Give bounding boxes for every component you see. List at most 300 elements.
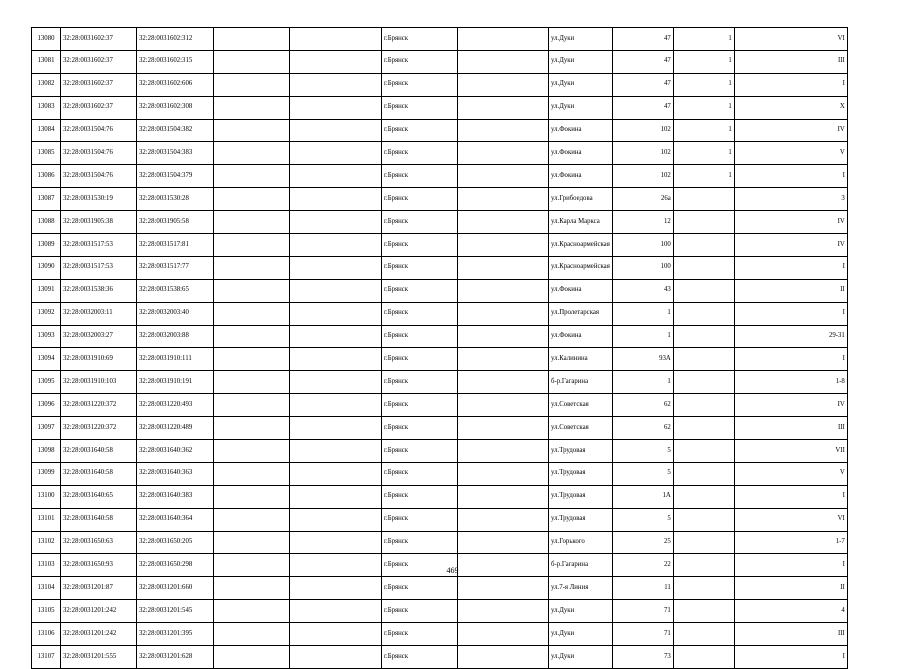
cell-empty bbox=[214, 50, 290, 73]
cell-empty bbox=[290, 142, 382, 165]
cell-house: 47 bbox=[612, 50, 673, 73]
cell-cadastre: 32:28:0031910:69 bbox=[61, 348, 137, 371]
cell-empty bbox=[458, 531, 549, 554]
cell-building: 1 bbox=[673, 50, 734, 73]
cell-object: 32:28:0031602:315 bbox=[137, 50, 214, 73]
cell-object: 32:28:0031201:628 bbox=[137, 646, 214, 669]
cell-empty bbox=[290, 371, 382, 394]
cell-empty bbox=[214, 371, 290, 394]
cell-street: ул.Дуки bbox=[549, 600, 613, 623]
cell-street: б-р.Гагарина bbox=[549, 371, 613, 394]
cell-cadastre: 32:28:0031910:103 bbox=[61, 371, 137, 394]
cell-empty bbox=[290, 348, 382, 371]
cell-object: 32:28:0031504:379 bbox=[137, 165, 214, 188]
cell-empty bbox=[214, 73, 290, 96]
cell-empty bbox=[458, 234, 549, 257]
cell-empty bbox=[214, 508, 290, 531]
cell-house: 5 bbox=[612, 462, 673, 485]
cell-empty bbox=[214, 577, 290, 600]
cell-house: 26a bbox=[612, 188, 673, 211]
cell-building bbox=[673, 508, 734, 531]
cell-empty bbox=[290, 28, 382, 51]
cell-city: г.Брянск bbox=[382, 302, 458, 325]
cell-building bbox=[673, 440, 734, 463]
cell-house: 102 bbox=[612, 119, 673, 142]
cell-street: ул.Трудовая bbox=[549, 462, 613, 485]
cell-num: 13082 bbox=[32, 73, 61, 96]
cell-empty bbox=[458, 188, 549, 211]
cell-street: ул.Красноармейская bbox=[549, 256, 613, 279]
cell-empty bbox=[458, 600, 549, 623]
cell-apt: VII bbox=[734, 440, 847, 463]
cell-house: 100 bbox=[612, 256, 673, 279]
cell-empty bbox=[290, 646, 382, 669]
cell-empty bbox=[458, 394, 549, 417]
cell-apt: 3 bbox=[734, 188, 847, 211]
cell-empty bbox=[214, 142, 290, 165]
cell-apt: I bbox=[734, 646, 847, 669]
cell-city: г.Брянск bbox=[382, 600, 458, 623]
cell-empty bbox=[290, 417, 382, 440]
cell-city: г.Брянск bbox=[382, 325, 458, 348]
cell-house: 71 bbox=[612, 623, 673, 646]
cell-cadastre: 32:28:0031201:242 bbox=[61, 600, 137, 623]
cell-empty bbox=[214, 440, 290, 463]
cell-building: 1 bbox=[673, 28, 734, 51]
table-row bbox=[32, 394, 848, 417]
cell-building bbox=[673, 371, 734, 394]
cell-street: ул.Калинина bbox=[549, 348, 613, 371]
cell-empty bbox=[214, 211, 290, 234]
cell-apt: III bbox=[734, 623, 847, 646]
cell-house: 102 bbox=[612, 165, 673, 188]
cell-apt: I bbox=[734, 302, 847, 325]
cell-building bbox=[673, 394, 734, 417]
cell-empty bbox=[290, 234, 382, 257]
cell-cadastre: 32:28:0031220:372 bbox=[61, 417, 137, 440]
cell-street: ул.Дуки bbox=[549, 28, 613, 51]
cell-city: г.Брянск bbox=[382, 577, 458, 600]
cell-city: г.Брянск bbox=[382, 462, 458, 485]
cell-cadastre: 32:28:0031650:93 bbox=[61, 554, 137, 577]
cell-empty bbox=[290, 211, 382, 234]
cell-city: г.Брянск bbox=[382, 508, 458, 531]
page-number: 469 bbox=[446, 566, 459, 575]
cell-apt: III bbox=[734, 417, 847, 440]
cell-building: 1 bbox=[673, 165, 734, 188]
cell-num: 13090 bbox=[32, 256, 61, 279]
cell-apt: I bbox=[734, 165, 847, 188]
cell-empty bbox=[458, 211, 549, 234]
cell-num: 13104 bbox=[32, 577, 61, 600]
cell-apt: IV bbox=[734, 211, 847, 234]
cell-empty bbox=[290, 50, 382, 73]
cell-street: ул.Трудовая bbox=[549, 485, 613, 508]
cell-city: г.Брянск bbox=[382, 485, 458, 508]
cell-cadastre: 32:28:0031220:372 bbox=[61, 394, 137, 417]
table-row bbox=[32, 325, 848, 348]
cell-object: 32:28:0031640:364 bbox=[137, 508, 214, 531]
cell-city: г.Брянск bbox=[382, 371, 458, 394]
cell-empty bbox=[290, 600, 382, 623]
cell-city: г.Брянск bbox=[382, 440, 458, 463]
cell-building: 1 bbox=[673, 73, 734, 96]
cell-empty bbox=[458, 417, 549, 440]
cell-empty bbox=[290, 96, 382, 119]
cell-num: 13089 bbox=[32, 234, 61, 257]
cell-num: 13107 bbox=[32, 646, 61, 669]
cell-empty bbox=[290, 462, 382, 485]
cell-object: 32:28:0031220:493 bbox=[137, 394, 214, 417]
cell-city: г.Брянск bbox=[382, 50, 458, 73]
cell-empty bbox=[214, 394, 290, 417]
cell-empty bbox=[458, 50, 549, 73]
table-row bbox=[32, 646, 848, 669]
cell-apt: I bbox=[734, 348, 847, 371]
cell-cadastre: 32:28:0031640:58 bbox=[61, 440, 137, 463]
cell-apt: I bbox=[734, 485, 847, 508]
cell-empty bbox=[290, 577, 382, 600]
cell-house: 5 bbox=[612, 440, 673, 463]
cell-empty bbox=[290, 279, 382, 302]
cell-num: 13103 bbox=[32, 554, 61, 577]
table-row bbox=[32, 211, 848, 234]
cell-object: 32:28:0032003:40 bbox=[137, 302, 214, 325]
cell-cadastre: 32:28:0031602:37 bbox=[61, 73, 137, 96]
cell-cadastre: 32:28:0031201:242 bbox=[61, 623, 137, 646]
cell-num: 13087 bbox=[32, 188, 61, 211]
cell-cadastre: 32:28:0031640:58 bbox=[61, 462, 137, 485]
cell-building bbox=[673, 646, 734, 669]
cell-apt: II bbox=[734, 279, 847, 302]
cell-building bbox=[673, 234, 734, 257]
cell-house: 1А bbox=[612, 485, 673, 508]
cell-city: г.Брянск bbox=[382, 211, 458, 234]
cell-building bbox=[673, 211, 734, 234]
cell-object: 32:28:0031504:382 bbox=[137, 119, 214, 142]
table-row bbox=[32, 142, 848, 165]
cell-house: 11 bbox=[612, 577, 673, 600]
cell-building bbox=[673, 623, 734, 646]
cell-empty bbox=[458, 279, 549, 302]
cell-apt: III bbox=[734, 50, 847, 73]
cell-empty bbox=[290, 165, 382, 188]
cell-building: 1 bbox=[673, 119, 734, 142]
cell-object: 32:28:0031602:308 bbox=[137, 96, 214, 119]
cell-num: 13081 bbox=[32, 50, 61, 73]
cell-house: 12 bbox=[612, 211, 673, 234]
cell-empty bbox=[458, 28, 549, 51]
cell-object: 32:28:0031538:65 bbox=[137, 279, 214, 302]
cell-house: 47 bbox=[612, 96, 673, 119]
cell-cadastre: 32:28:0031640:58 bbox=[61, 508, 137, 531]
cell-house: 100 bbox=[612, 234, 673, 257]
table-row bbox=[32, 165, 848, 188]
cell-empty bbox=[214, 188, 290, 211]
cell-house: 1 bbox=[612, 371, 673, 394]
cell-num: 13106 bbox=[32, 623, 61, 646]
cell-num: 13080 bbox=[32, 28, 61, 51]
cell-apt: 1-7 bbox=[734, 531, 847, 554]
cell-house: 43 bbox=[612, 279, 673, 302]
cell-city: г.Брянск bbox=[382, 119, 458, 142]
cell-street: ул.Горького bbox=[549, 531, 613, 554]
cell-empty bbox=[214, 531, 290, 554]
cell-street: ул.Дуки bbox=[549, 96, 613, 119]
cell-street: ул.Фокина bbox=[549, 165, 613, 188]
cell-empty bbox=[214, 28, 290, 51]
cell-city: г.Брянск bbox=[382, 188, 458, 211]
cell-cadastre: 32:28:0031504:76 bbox=[61, 142, 137, 165]
cell-street: ул.Дуки bbox=[549, 646, 613, 669]
cell-empty bbox=[290, 440, 382, 463]
cell-object: 32:28:0031640:383 bbox=[137, 485, 214, 508]
cell-empty bbox=[214, 279, 290, 302]
cell-empty bbox=[290, 623, 382, 646]
cell-building bbox=[673, 417, 734, 440]
cell-object: 32:28:0031640:362 bbox=[137, 440, 214, 463]
cell-building bbox=[673, 485, 734, 508]
table-row bbox=[32, 440, 848, 463]
cell-city: г.Брянск bbox=[382, 256, 458, 279]
table-row bbox=[32, 508, 848, 531]
cell-cadastre: 32:28:0031640:65 bbox=[61, 485, 137, 508]
cell-street: ул.Грибоедова bbox=[549, 188, 613, 211]
cell-city: г.Брянск bbox=[382, 234, 458, 257]
cell-num: 13091 bbox=[32, 279, 61, 302]
cell-building bbox=[673, 279, 734, 302]
table-row bbox=[32, 188, 848, 211]
cell-street: ул.Дуки bbox=[549, 623, 613, 646]
cell-object: 32:28:0031650:205 bbox=[137, 531, 214, 554]
cell-empty bbox=[458, 462, 549, 485]
cell-city: г.Брянск bbox=[382, 646, 458, 669]
table-row bbox=[32, 73, 848, 96]
cell-empty bbox=[458, 371, 549, 394]
cell-street: ул.Дуки bbox=[549, 73, 613, 96]
cell-object: 32:28:0031220:489 bbox=[137, 417, 214, 440]
table-row bbox=[32, 279, 848, 302]
cell-object: 32:28:0031602:312 bbox=[137, 28, 214, 51]
cell-house: 1 bbox=[612, 325, 673, 348]
cell-city: г.Брянск bbox=[382, 531, 458, 554]
cell-house: 47 bbox=[612, 73, 673, 96]
table-row bbox=[32, 600, 848, 623]
cell-empty bbox=[458, 577, 549, 600]
cell-apt: 1-8 bbox=[734, 371, 847, 394]
cell-num: 13098 bbox=[32, 440, 61, 463]
cell-num: 13088 bbox=[32, 211, 61, 234]
cell-city: г.Брянск bbox=[382, 348, 458, 371]
cell-street: б-р.Гагарина bbox=[549, 554, 613, 577]
cell-apt: 29-31 bbox=[734, 325, 847, 348]
cell-empty bbox=[290, 531, 382, 554]
cell-city: г.Брянск bbox=[382, 142, 458, 165]
cell-object: 32:28:0032003:88 bbox=[137, 325, 214, 348]
cell-cadastre: 32:28:0031905:38 bbox=[61, 211, 137, 234]
cell-empty bbox=[290, 325, 382, 348]
cell-empty bbox=[458, 165, 549, 188]
cell-empty bbox=[290, 394, 382, 417]
cell-street: ул.Фокина bbox=[549, 325, 613, 348]
cell-num: 13096 bbox=[32, 394, 61, 417]
table-row bbox=[32, 485, 848, 508]
cell-object: 32:28:0031504:383 bbox=[137, 142, 214, 165]
table-row bbox=[32, 256, 848, 279]
cell-empty bbox=[290, 508, 382, 531]
cell-cadastre: 32:28:0031504:76 bbox=[61, 165, 137, 188]
cell-city: г.Брянск bbox=[382, 96, 458, 119]
cell-house: 1 bbox=[612, 302, 673, 325]
cell-empty bbox=[214, 165, 290, 188]
table-row bbox=[32, 623, 848, 646]
table-row bbox=[32, 302, 848, 325]
cell-empty bbox=[214, 325, 290, 348]
cell-num: 13095 bbox=[32, 371, 61, 394]
cell-apt: V bbox=[734, 462, 847, 485]
cell-cadastre: 32:28:0031602:37 bbox=[61, 28, 137, 51]
cell-cadastre: 32:28:0031517:53 bbox=[61, 256, 137, 279]
cell-city: г.Брянск bbox=[382, 279, 458, 302]
table-row bbox=[32, 119, 848, 142]
cell-city: г.Брянск bbox=[382, 73, 458, 96]
cell-house: 93А bbox=[612, 348, 673, 371]
cell-empty bbox=[458, 440, 549, 463]
cell-street: ул.Трудовая bbox=[549, 440, 613, 463]
cell-object: 32:28:0031602:606 bbox=[137, 73, 214, 96]
cell-city: г.Брянск bbox=[382, 165, 458, 188]
cell-street: ул.Красноармейская bbox=[549, 234, 613, 257]
cell-house: 47 bbox=[612, 28, 673, 51]
cell-cadastre: 32:28:0032003:11 bbox=[61, 302, 137, 325]
cell-building: 1 bbox=[673, 142, 734, 165]
cell-street: ул.Фокина bbox=[549, 119, 613, 142]
cell-street: ул.7-я Линия bbox=[549, 577, 613, 600]
cell-empty bbox=[458, 646, 549, 669]
cell-apt: VI bbox=[734, 508, 847, 531]
cell-city: г.Брянск bbox=[382, 554, 458, 577]
cell-empty bbox=[214, 96, 290, 119]
cell-city: г.Брянск bbox=[382, 394, 458, 417]
cell-cadastre: 32:28:0031602:37 bbox=[61, 96, 137, 119]
cell-cadastre: 32:28:0031201:87 bbox=[61, 577, 137, 600]
cell-empty bbox=[290, 119, 382, 142]
cell-empty bbox=[458, 325, 549, 348]
cell-house: 62 bbox=[612, 417, 673, 440]
cell-object: 32:28:0031640:363 bbox=[137, 462, 214, 485]
cell-empty bbox=[458, 302, 549, 325]
cell-apt: 4 bbox=[734, 600, 847, 623]
cell-house: 22 bbox=[612, 554, 673, 577]
cell-city: г.Брянск bbox=[382, 417, 458, 440]
cell-cadastre: 32:28:0031504:76 bbox=[61, 119, 137, 142]
cell-building bbox=[673, 325, 734, 348]
cell-empty bbox=[214, 646, 290, 669]
cell-empty bbox=[458, 96, 549, 119]
cell-apt: IV bbox=[734, 394, 847, 417]
cell-building bbox=[673, 302, 734, 325]
cell-num: 13097 bbox=[32, 417, 61, 440]
table-row bbox=[32, 234, 848, 257]
cell-street: ул.Фокина bbox=[549, 142, 613, 165]
cell-empty bbox=[458, 508, 549, 531]
cell-num: 13083 bbox=[32, 96, 61, 119]
cell-empty bbox=[214, 623, 290, 646]
cell-empty bbox=[214, 302, 290, 325]
cell-cadastre: 32:28:0031201:555 bbox=[61, 646, 137, 669]
cell-empty bbox=[290, 256, 382, 279]
cell-building: 1 bbox=[673, 96, 734, 119]
cell-apt: VI bbox=[734, 28, 847, 51]
cell-object: 32:28:0031530:28 bbox=[137, 188, 214, 211]
cell-apt: X bbox=[734, 96, 847, 119]
cell-cadastre: 32:28:0031602:37 bbox=[61, 50, 137, 73]
table-row bbox=[32, 577, 848, 600]
cell-apt: I bbox=[734, 554, 847, 577]
cell-house: 25 bbox=[612, 531, 673, 554]
table-row bbox=[32, 96, 848, 119]
cell-empty bbox=[214, 417, 290, 440]
cell-object: 32:28:0031517:77 bbox=[137, 256, 214, 279]
cell-house: 71 bbox=[612, 600, 673, 623]
cell-city: г.Брянск bbox=[382, 28, 458, 51]
table-row bbox=[32, 417, 848, 440]
cell-empty bbox=[214, 256, 290, 279]
cell-building bbox=[673, 462, 734, 485]
cell-apt: II bbox=[734, 577, 847, 600]
table-row bbox=[32, 348, 848, 371]
cell-house: 73 bbox=[612, 646, 673, 669]
cell-num: 13099 bbox=[32, 462, 61, 485]
cell-empty bbox=[290, 73, 382, 96]
cell-empty bbox=[458, 73, 549, 96]
cell-num: 13084 bbox=[32, 119, 61, 142]
cell-empty bbox=[214, 348, 290, 371]
cell-building bbox=[673, 348, 734, 371]
cell-empty bbox=[290, 188, 382, 211]
table-row bbox=[32, 371, 848, 394]
cell-cadastre: 32:28:0032003:27 bbox=[61, 325, 137, 348]
cell-object: 32:28:0031905:58 bbox=[137, 211, 214, 234]
cell-num: 13105 bbox=[32, 600, 61, 623]
cell-house: 5 bbox=[612, 508, 673, 531]
cell-street: ул.Карла Маркса bbox=[549, 211, 613, 234]
cell-cadastre: 32:28:0031530:19 bbox=[61, 188, 137, 211]
cell-apt: V bbox=[734, 142, 847, 165]
cell-street: ул.Пролетарская bbox=[549, 302, 613, 325]
cell-apt: I bbox=[734, 256, 847, 279]
cell-cadastre: 32:28:0031517:53 bbox=[61, 234, 137, 257]
table-row bbox=[32, 50, 848, 73]
cell-street: ул.Трудовая bbox=[549, 508, 613, 531]
cell-empty bbox=[458, 256, 549, 279]
cell-house: 62 bbox=[612, 394, 673, 417]
cell-num: 13086 bbox=[32, 165, 61, 188]
cell-object: 32:28:0031910:111 bbox=[137, 348, 214, 371]
cell-empty bbox=[214, 600, 290, 623]
cell-cadastre: 32:28:0031538:36 bbox=[61, 279, 137, 302]
cell-num: 13085 bbox=[32, 142, 61, 165]
cell-building bbox=[673, 577, 734, 600]
cell-cadastre: 32:28:0031650:63 bbox=[61, 531, 137, 554]
cell-street: ул.Советская bbox=[549, 394, 613, 417]
cell-object: 32:28:0031201:660 bbox=[137, 577, 214, 600]
cell-building bbox=[673, 188, 734, 211]
cell-num: 13093 bbox=[32, 325, 61, 348]
cell-object: 32:28:0031517:81 bbox=[137, 234, 214, 257]
cell-num: 13094 bbox=[32, 348, 61, 371]
cell-empty bbox=[458, 119, 549, 142]
